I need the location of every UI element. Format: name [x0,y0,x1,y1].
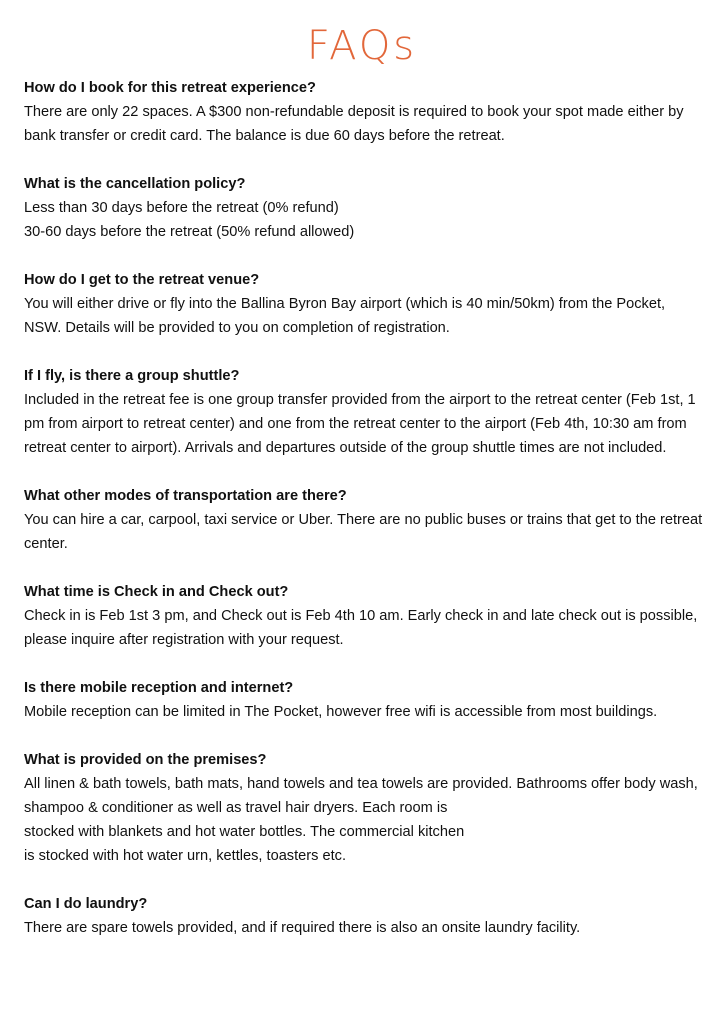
faq-item [24,484,704,556]
faq-item [24,364,704,460]
faq-item [24,172,704,244]
page-title: FAQs [306,23,418,69]
faq-answer [24,100,704,148]
faq-item [24,892,704,940]
faq-answer [24,292,704,340]
faq-answer-line: All linen & bath towels, bath mats, hand towels and tea towels are provided. Bathrooms offer body wash, shampoo & conditioner as well as travel hair dryers. Each room is [24,776,698,816]
faq-question: What is the cancellation policy? [24,176,246,192]
faq-question: What other modes of transportation are there? [24,488,347,504]
faq-answer [24,772,704,868]
faq-item [24,76,704,148]
faq-answer [24,916,704,940]
faq-answer [24,604,704,652]
faq-list [24,76,704,964]
faq-answer-line: stocked with blankets and hot water bottles. The commercial kitchen [24,824,465,840]
faq-question: How do I book for this retreat experience? [24,80,316,96]
faq-answer-line: There are spare towels provided, and if required there is also an onsite laundry facility. [24,920,581,936]
faq-answer-line: Less than 30 days before the retreat (0% refund) [24,200,339,216]
faq-question: If I fly, is there a group shuttle? [24,368,240,384]
faq-question: What is provided on the premises? [24,752,267,768]
faq-item [24,748,704,868]
faq-question: How do I get to the retreat venue? [24,272,260,288]
faq-answer-line: You can hire a car, carpool, taxi service or Uber. There are no public buses or trains that get to the retreat center. [24,512,703,552]
faq-answer [24,508,704,556]
faq-question: What time is Check in and Check out? [24,584,289,600]
faq-item [24,580,704,652]
faq-answer-line: There are only 22 spaces. A $300 non-refundable deposit is required to book your spot made either by bank transfer or credit card. The balance is due 60 days before the retreat. [24,104,684,144]
faq-answer-line: Mobile reception can be limited in The Pocket, however free wifi is accessible from most buildings. [24,704,658,720]
faq-answer-line: Check in is Feb 1st 3 pm, and Check out is Feb 4th 10 am. Early check in and late check out is possible, please inquire after registration with your request. [24,608,698,648]
faq-question: Is there mobile reception and internet? [24,680,294,696]
faq-answer-line: You will either drive or fly into the Ballina Byron Bay airport (which is 40 min/50km) from the Pocket, NSW. Details will be provided to you on completion of registration. [24,296,666,336]
faq-answer-line: 30-60 days before the retreat (50% refund allowed) [24,224,355,240]
faq-question: Can I do laundry? [24,896,148,912]
faq-answer [24,700,704,724]
faq-answer [24,388,704,460]
faq-answer-line: Included in the retreat fee is one group transfer provided from the airport to the retreat center (Feb 1st, 1 pm from airport to retreat center) and one from the retreat center to the airport (Feb 4th, 10:30 am from retreat center to airport). Arrivals and departures outside of the group shuttle times are not included. [24,392,696,456]
faq-answer-line: is stocked with hot water urn, kettles, toasters etc. [24,848,347,864]
faq-item [24,676,704,724]
faq-answer [24,196,704,244]
faq-item [24,268,704,340]
